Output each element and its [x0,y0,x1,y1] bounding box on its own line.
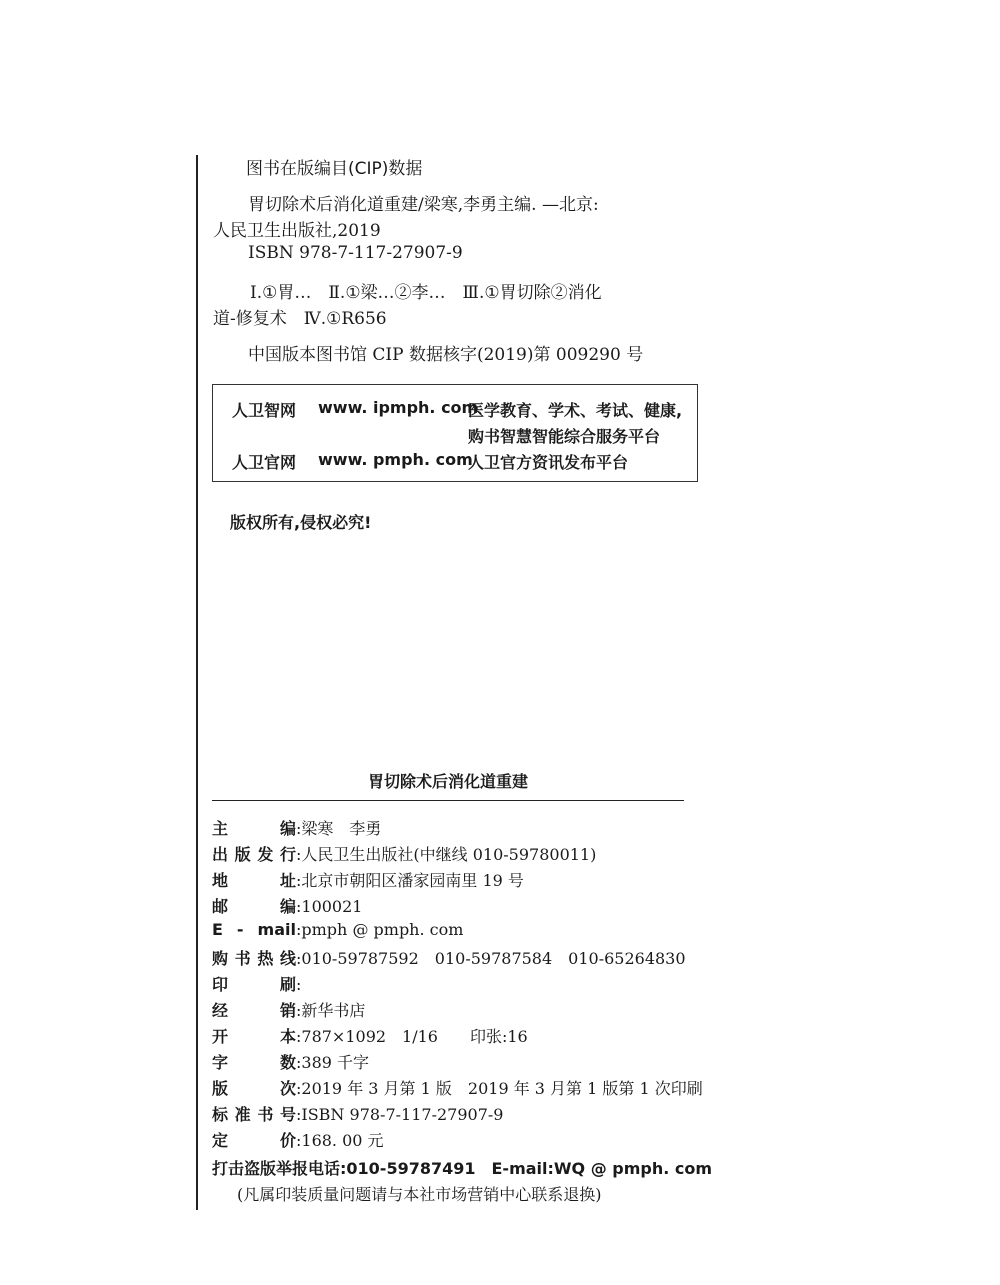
colophon-row-distributor [212,998,365,1022]
colophon-row-postcode [212,894,362,918]
site-desc-ipmph-1: 医学教育、学术、考试、健康, [468,401,683,420]
colophon-row-printer [212,972,301,996]
colophon-row-hotline [212,946,686,970]
cip-line-3: ISBN 978-7-117-27907-9 [248,243,463,263]
site-name-ipmph: 人卫智网 [232,401,297,420]
return-note: (凡属印装质量问题请与本社市场营销中心联系退换) [237,1185,602,1204]
colophon-row-edition [212,1076,703,1100]
row-label: 邮 编 [212,897,296,916]
colophon-row-editor [212,816,381,840]
row-label: 购书热线 [212,949,296,968]
row-label: 主 编 [212,819,296,838]
colophon-row-price [212,1128,384,1152]
row-label: 定 价 [212,1131,296,1150]
row-value: :人民卫生出版社(中继线 010-59780011) [296,845,597,864]
site-url-ipmph[interactable]: www. ipmph. com [318,398,479,417]
row-value: :389 千字 [296,1053,370,1072]
site-name-pmph: 人卫官网 [232,453,297,472]
row-label: 标准书号 [212,1105,296,1124]
row-label: 经 销 [212,1001,296,1020]
cip-line-5: 道-修复术 Ⅳ.①R656 [213,309,387,329]
row-value: : [296,975,302,994]
site-url-pmph[interactable]: www. pmph. com [318,450,473,469]
row-value: :新华书店 [296,1001,366,1020]
row-value: :梁寒 李勇 [296,819,382,838]
row-label: 版 次 [212,1079,296,1098]
title-rule [212,800,684,801]
book-title: 胃切除术后消化道重建 [367,772,528,791]
row-value: :2019 年 3 月第 1 版 2019 年 3 月第 1 版第 1 次印刷 [296,1079,703,1098]
colophon-row-wordcount [212,1050,369,1074]
row-label: 字 数 [212,1053,296,1072]
row-value: :787×1092 1/16 印张:16 [296,1027,528,1046]
row-label: 印 刷 [212,975,296,994]
row-value: :168. 00 元 [296,1131,384,1150]
antipiracy-hotline: 打击盗版举报电话:010-59787491 E-mail:WQ @ pmph. com [212,1159,713,1178]
margin-rule [196,155,198,1210]
row-label: 开 本 [212,1027,296,1046]
cip-line-1: 胃切除术后消化道重建/梁寒,李勇主编. —北京: [248,195,599,215]
row-value: :100021 [296,897,363,916]
cip-line-2: 人民卫生出版社,2019 [213,221,381,241]
colophon-row-publisher [212,842,596,866]
row-label: 地 址 [212,871,296,890]
row-value: :北京市朝阳区潘家园南里 19 号 [296,871,524,890]
row-value: :ISBN 978-7-117-27907-9 [296,1105,504,1124]
row-value: :pmph @ pmph. com [296,920,464,939]
cip-heading: 图书在版编目(CIP)数据 [246,159,423,179]
row-label: E - mail [212,920,296,939]
cip-line-6: 中国版本图书馆 CIP 数据核字(2019)第 009290 号 [248,345,644,365]
colophon-row-format [212,1024,528,1048]
site-desc-pmph: 人卫官方资讯发布平台 [468,453,629,472]
row-label: 出版发行 [212,845,296,864]
copyright-notice: 版权所有,侵权必究! [230,513,372,532]
colophon-row-address [212,868,524,892]
row-value: :010-59787592 010-59787584 010-65264830 [296,949,686,968]
site-desc-ipmph-2: 购书智慧智能综合服务平台 [468,427,661,446]
cip-line-4: Ⅰ.①胃… Ⅱ.①梁…②李… Ⅲ.①胃切除②消化 [250,283,602,303]
colophon-row-email [212,920,463,944]
colophon-row-isbn [212,1102,503,1126]
